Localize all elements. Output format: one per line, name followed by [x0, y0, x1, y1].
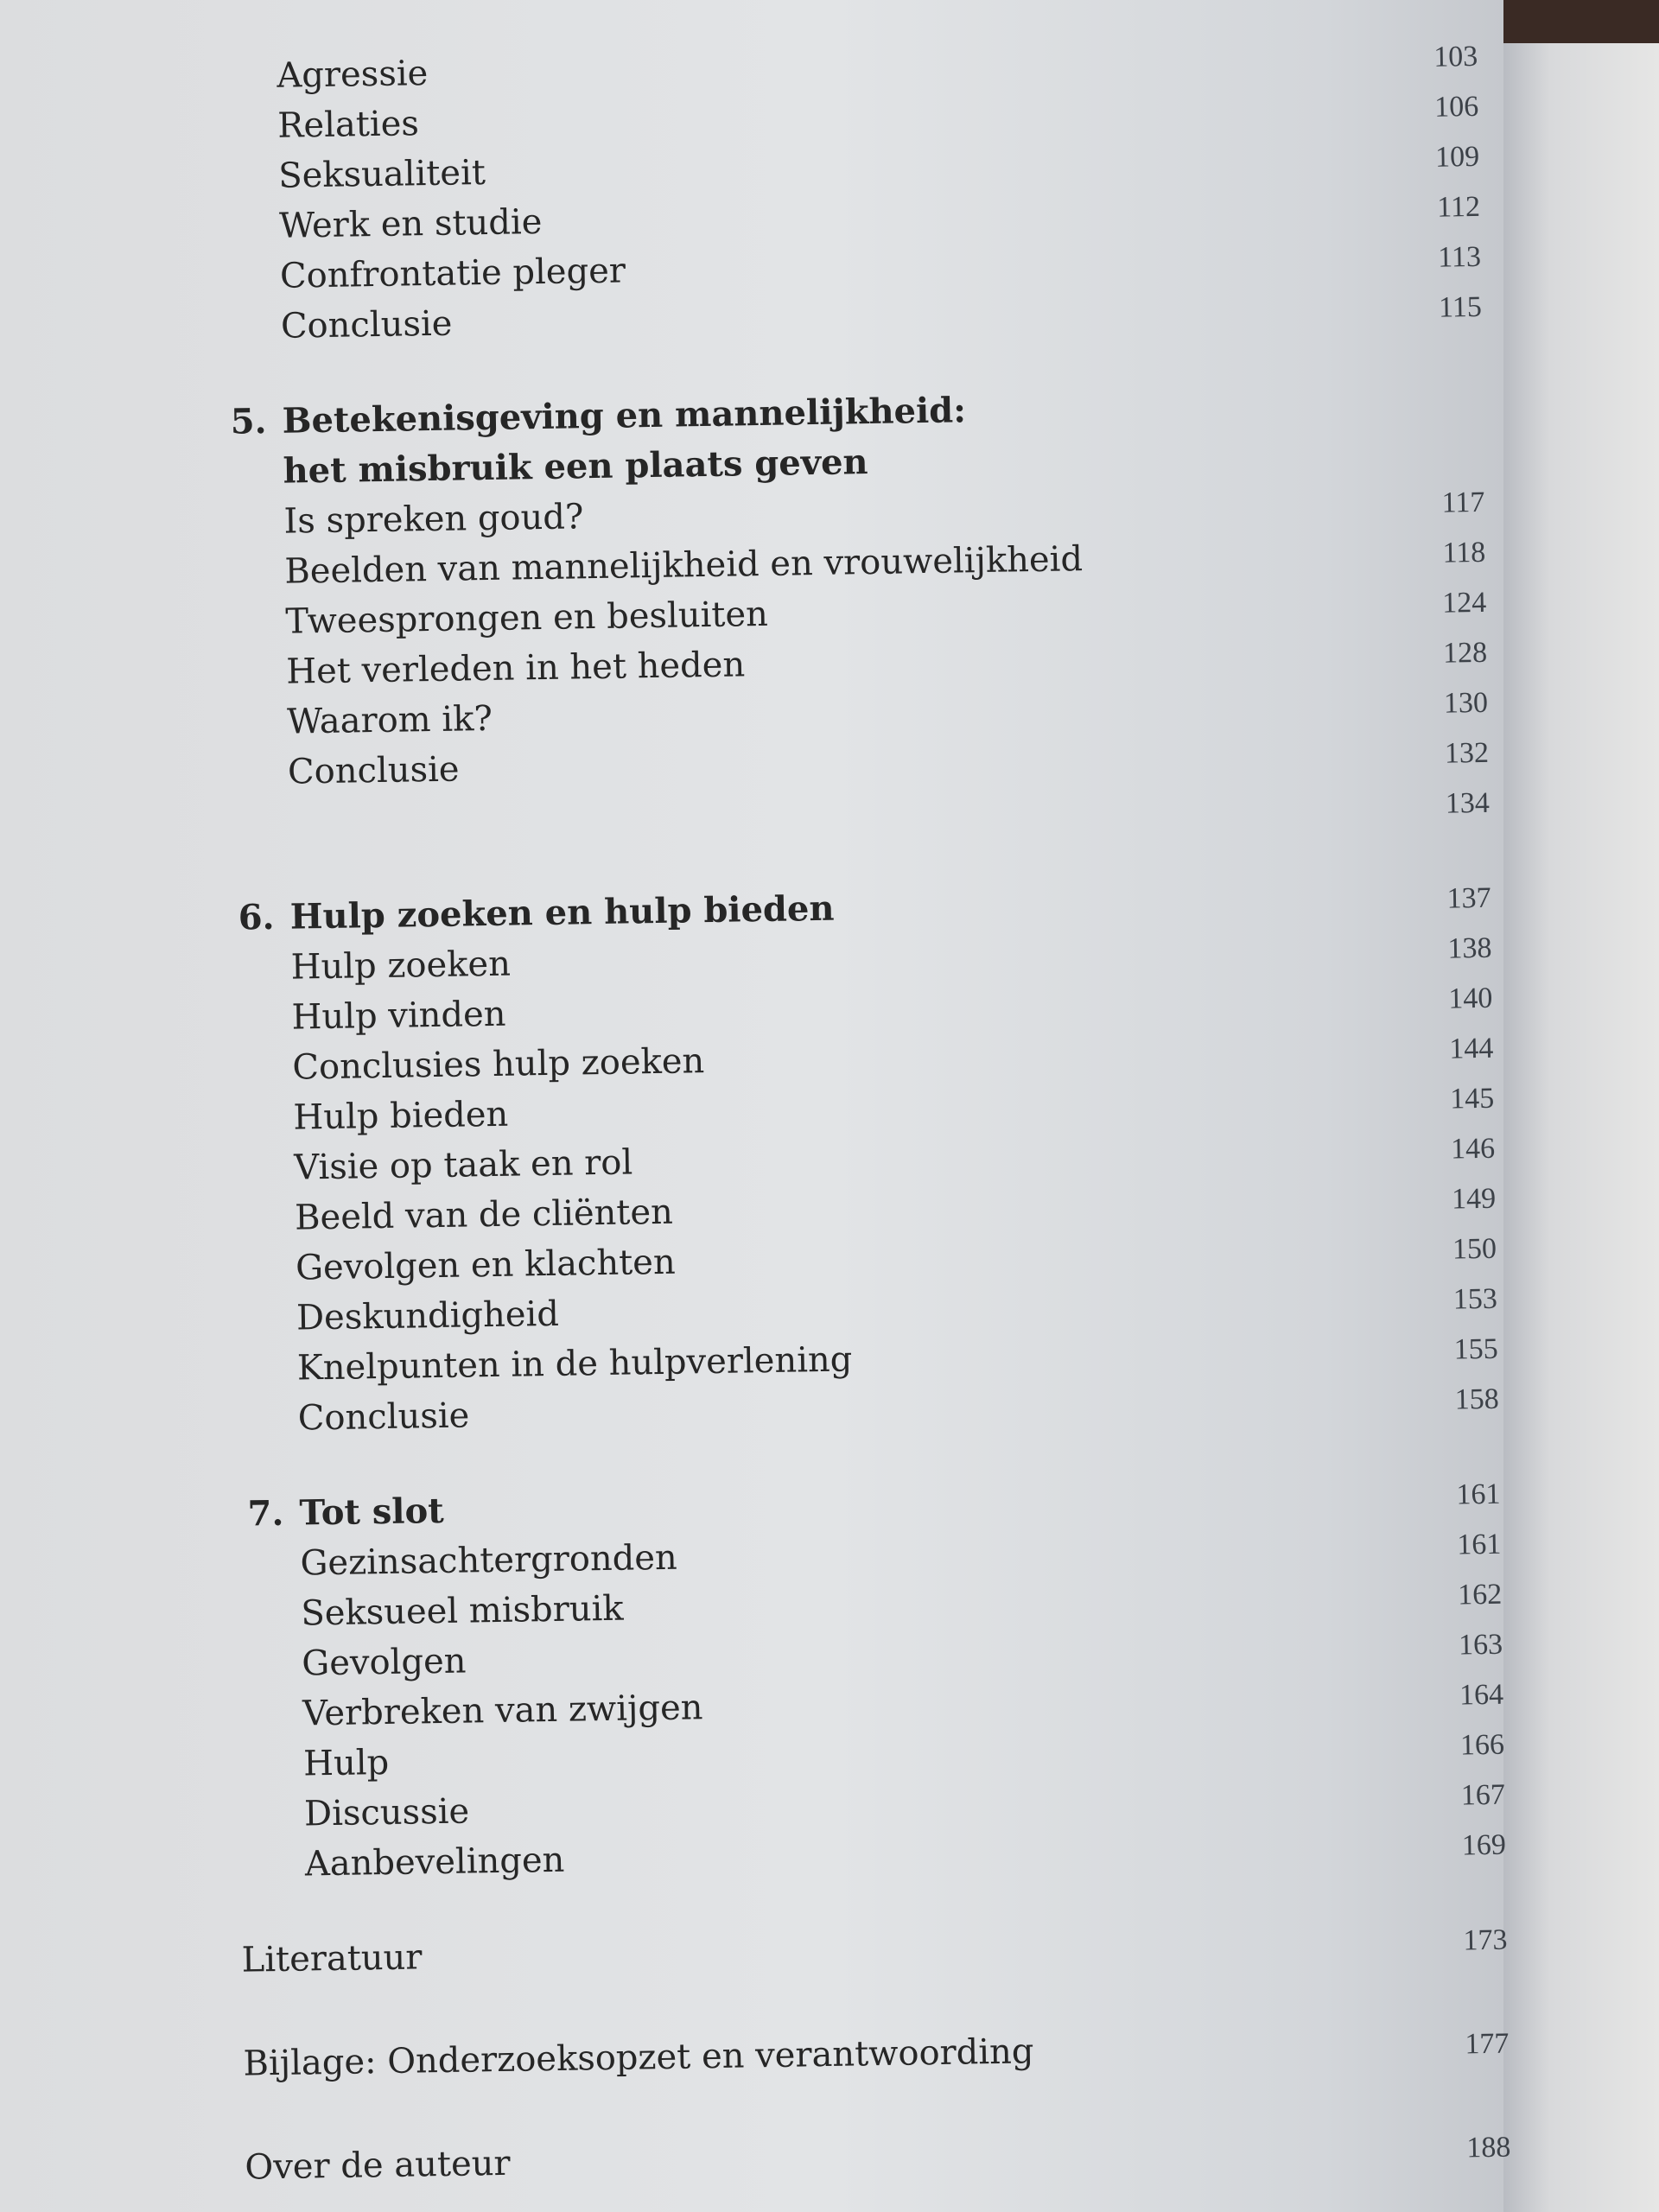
toc-entry-label: Knelpunten in de hulpverlening [296, 1339, 853, 1389]
chapter-number: 7. [247, 1492, 284, 1535]
toc-entry-page: 112 [1436, 190, 1481, 224]
toc-entry-page: 140 [1448, 982, 1493, 1015]
toc-entry-page: 146 [1450, 1132, 1496, 1166]
toc-entry-label: Hulp bieden [293, 1094, 509, 1138]
toc-entry-label: Hulp vinden [291, 994, 506, 1038]
toc-entry-label: Conclusie [280, 303, 453, 346]
toc-entry-page: 134 [1445, 786, 1491, 820]
toc-entry-page: 115 [1438, 290, 1483, 324]
chapter-title: Hulp zoeken en hulp bieden [289, 887, 835, 938]
toc-entry-page: 188 [1465, 2131, 1511, 2164]
toc-end-entry [238, 2019, 1510, 2143]
toc-entry-label: Het verleden in het heden [285, 645, 746, 692]
toc-entry-label: Deskundigheid [296, 1294, 560, 1338]
toc-entry-page: 128 [1442, 636, 1488, 670]
toc-entry-label: Gevolgen en klachten [295, 1242, 676, 1288]
chapter-page: 161 [1456, 1478, 1501, 1511]
toc-entry-label: Bijlage: Onderzoeksopzet en verantwoording [243, 2031, 1034, 2084]
toc-entry-label: Beelden van mannelijkheid en vrouwelijkheid [284, 539, 1084, 592]
toc-entry-label: Agressie [276, 53, 429, 96]
toc-entry-label: Werk en studie [278, 201, 543, 246]
toc-entry-label: Hulp [302, 1742, 390, 1784]
toc-entry-page: 113 [1437, 240, 1482, 274]
toc-entry-page: 173 [1463, 1923, 1508, 1957]
toc-entry-label: Verbreken van zwijgen [302, 1688, 703, 1734]
chapter-page: 137 [1446, 881, 1491, 915]
toc-entry-page: 153 [1452, 1282, 1498, 1316]
toc-entry-page: 158 [1454, 1382, 1499, 1416]
toc-entry-page: 106 [1433, 90, 1479, 124]
toc-entry-label: Aanbevelingen [304, 1840, 565, 1885]
toc-entry-page: 161 [1457, 1528, 1502, 1561]
toc-entry-label: Conclusie [287, 749, 460, 792]
toc-entry-page: 167 [1460, 1778, 1506, 1812]
toc-entry-label: Tweesprongen en besluiten [285, 594, 769, 642]
toc-entry-label: Hulp zoeken [290, 944, 512, 988]
toc-entry-label: Is spreken goud? [283, 497, 584, 542]
toc-entry-page: 124 [1441, 586, 1487, 620]
toc-entry-page: 177 [1465, 2027, 1510, 2061]
table-of-contents [207, 32, 1511, 2193]
toc-entry-label: Discussie [303, 1791, 470, 1834]
toc-end-entry [237, 1916, 1509, 2039]
chapter-title: Tot slot [299, 1490, 445, 1534]
toc-entry-page: 103 [1433, 40, 1478, 73]
toc-entry-page: 155 [1453, 1332, 1499, 1366]
toc-entry-page: 150 [1452, 1232, 1497, 1266]
chapter-title: het misbruik een plaats geven [283, 442, 868, 492]
toc-entry-page: 145 [1449, 1082, 1495, 1116]
toc-entry-label: Gevolgen [301, 1641, 467, 1684]
toc-entry-page: 130 [1443, 686, 1489, 720]
toc-entry-page: 117 [1441, 486, 1485, 519]
toc-entry-page: 138 [1447, 931, 1492, 965]
toc-entry-label: Seksueel misbruik [301, 1588, 624, 1634]
toc-entry-page: 109 [1434, 140, 1480, 174]
toc-entry-label: Visie op taak en rol [293, 1142, 633, 1188]
toc-entry-page: 169 [1461, 1828, 1507, 1862]
toc-entry-page: 164 [1459, 1678, 1504, 1712]
toc-entry-label: Literatuur [241, 1937, 423, 1980]
toc-entry-label: Conclusies hulp zoeken [292, 1041, 705, 1088]
toc-entry-page: 144 [1449, 1032, 1494, 1065]
toc-entry-label: Beeld van de cliënten [294, 1192, 674, 1238]
toc-entry-label: Conclusie [297, 1395, 470, 1439]
toc-entry-page: 132 [1444, 736, 1490, 770]
page-edge [1503, 43, 1659, 2212]
toc-entry-label: Gezinsachtergronden [300, 1537, 678, 1584]
toc-entry-label: Waarom ik? [286, 698, 493, 742]
toc-entry-page: 118 [1442, 536, 1486, 569]
toc-entry-label: Over de auteur [245, 2143, 511, 2188]
toc-entry-label: Relaties [276, 104, 420, 146]
toc-entry-label: Confrontatie pleger [279, 251, 626, 296]
toc-entry-page: 166 [1459, 1728, 1505, 1762]
chapter-title: Betekenisgeving en mannelijkheid: [282, 390, 967, 442]
chapter-number: 5. [230, 400, 267, 442]
chapter-number: 6. [238, 896, 275, 938]
toc-entry-label: Seksualiteit [277, 152, 486, 196]
toc-entry-page: 163 [1458, 1628, 1503, 1662]
toc-entry-page: 149 [1451, 1182, 1497, 1216]
toc-entry-page: 162 [1457, 1578, 1503, 1611]
